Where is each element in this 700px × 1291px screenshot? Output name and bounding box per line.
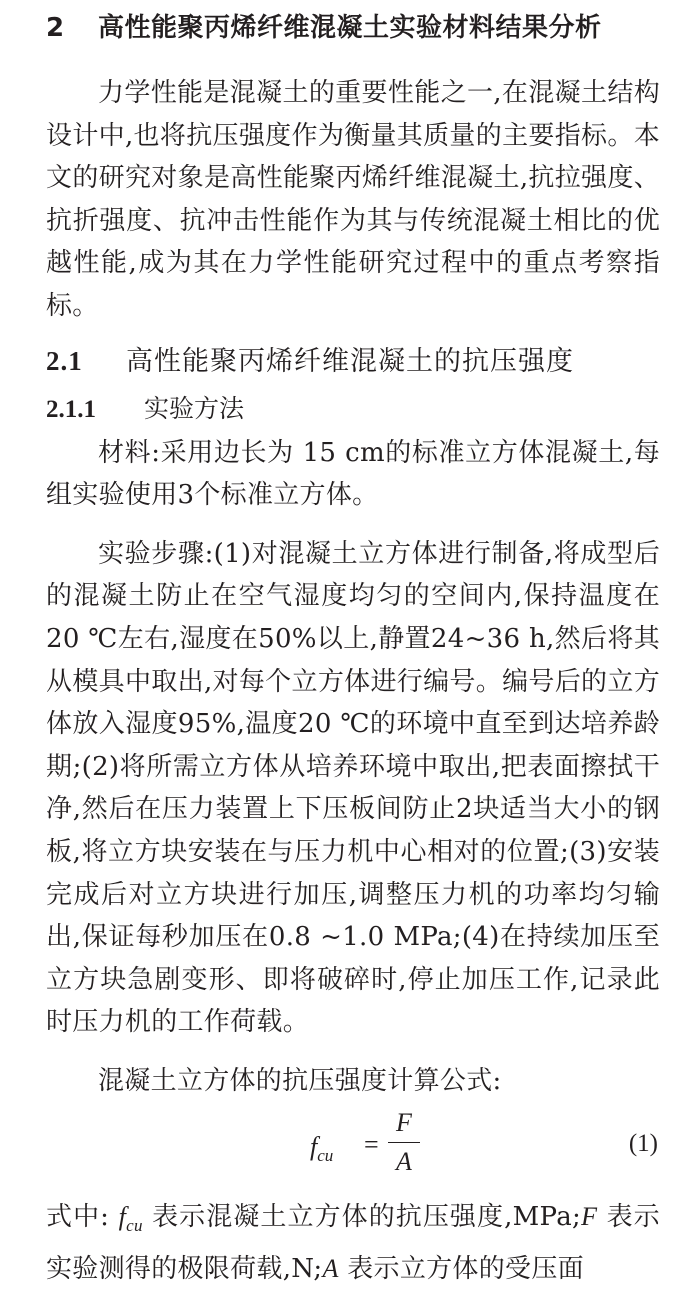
definition-prefix: 式中: (46, 1202, 110, 1233)
definition-symbol-subscript: cu (126, 1216, 143, 1236)
section-number: 2 (46, 13, 65, 43)
definition-text-A: 表示立方体的受压面 (347, 1254, 584, 1285)
definition-symbol-F: F (581, 1202, 598, 1232)
subsection-title: 高性能聚丙烯纤维混凝土的抗压强度 (126, 345, 574, 377)
subsubsection-number: 2.1.1 (46, 395, 96, 423)
definition-symbol (118, 1202, 143, 1236)
fraction-bar (388, 1142, 420, 1143)
compressive-strength-formula (46, 1104, 660, 1196)
section-title: 高性能聚丙烯纤维混凝土实验材料结果分析 (98, 13, 602, 43)
intro-paragraph: 力学性能是混凝土的重要性能之一,在混凝土结构设计中,也将抗压强度作为衡量其质量的主要指标。本文的研究对象是高性能聚丙烯纤维混凝土,抗拉强度、抗折强度、抗冲击性能作为其与传统混凝土相比的优越性能,成为其在力学性能研究过程中的重点考察指标。 (46, 78, 660, 321)
subsubsection-title: 实验方法 (144, 393, 245, 423)
formula-lhs-symbol: f (310, 1132, 318, 1162)
formula-lhs (310, 1132, 333, 1166)
formula-fraction (388, 1106, 420, 1179)
definition-symbol-A: A (322, 1254, 339, 1284)
subsubsection-heading (46, 387, 660, 432)
materials-paragraph: 材料:采用边长为 15 cm的标准立方体混凝土,每组实验使用3个标准立方体。 (46, 437, 660, 511)
formula-equals: = (364, 1130, 379, 1160)
definition-text-fcu: 表示混凝土立方体的抗压强度,MPa; (152, 1202, 582, 1233)
formula-lhs-subscript: cu (317, 1146, 334, 1166)
formula-numerator: F (396, 1108, 412, 1138)
equation-number: (1) (628, 1130, 658, 1158)
section-heading (46, 4, 660, 52)
steps-paragraph: 实验步骤:(1)对混凝土立方体进行制备,将成型后的混凝土防止在空气湿度均匀的空间内,保持温度在20 ℃左右,湿度在50%以上,静置24~36 h,然后将其从模具中取出,对每个立方体进行编号。编号后的立方体放入湿度95%,温度20 ℃的环境中直至到达培养龄期;(2)将所需立方体从培养环境中取出,把表面擦拭干净,然后在压力装置上下压板间防止2块适当大小的钢板,将立方块安装在与压力机中心相对的位置;(3)安装完成后对立方块进行加压,调整压力机的功率均匀输出,保证每秒加压在0.8 ~1.0 MPa;(4)在持续加压至立方块急剧变形、即将破碎时,停止加压工作,记录此时压力机的工作荷载。 (46, 538, 660, 1038)
definition-symbol-base: f (118, 1202, 127, 1232)
formula-denominator: A (396, 1147, 412, 1177)
subsection-number: 2.1 (46, 345, 83, 376)
definition-text-F: 表示实验测得的极限荷载,N; (46, 1202, 660, 1285)
definition-paragraph (46, 1196, 660, 1290)
subsection-heading (46, 336, 660, 387)
formula-intro: 混凝土立方体的抗压强度计算公式: (98, 1065, 502, 1096)
